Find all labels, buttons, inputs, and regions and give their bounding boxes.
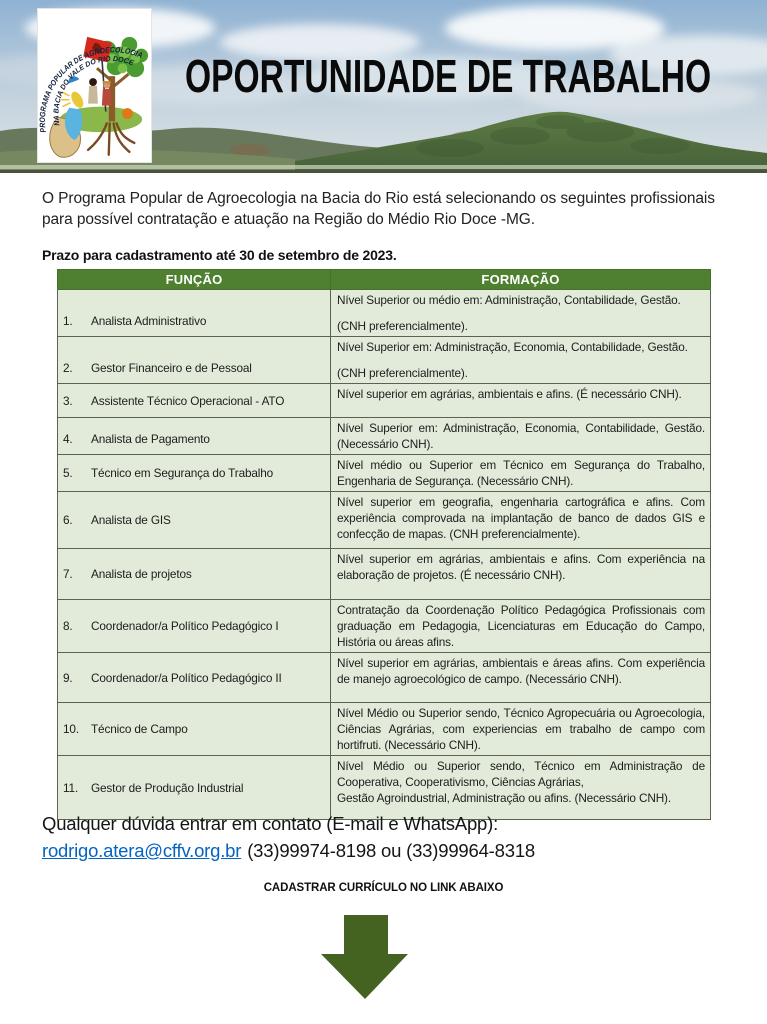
formacao-paragraph: Contratação da Coordenação Político Pedagógica Profissionais com graduação em Pedagogia, Licenciaturas em Educação do Campo, História ou áreas afins. [337,603,705,649]
job-number: 11. [63,780,79,795]
program-logo [37,8,152,163]
job-number: 9. [63,670,73,685]
job-title: Analista de Pagamento [91,432,210,446]
formacao-paragraph: Nível superior em geografia, engenharia cartográfica e afins. Com experiência comprovada na implantação de banco de dados GIS e confecção de mapas. (CNH preferencialmente). [337,495,705,541]
job-number: 10. [63,722,79,736]
funcao-cell [58,337,331,384]
logo-arc-text-outer: PROGRAMA POPULAR DE AGROECOLOGIA [38,45,145,134]
job-number: 4. [63,432,73,446]
intro-paragraph: O Programa Popular de Agroecologia na Bacia do Rio está selecionando os seguintes profissionais para possível contratação e atuação na Região do Médio Rio Doce -MG. [42,190,715,228]
funcao-cell [58,418,331,455]
table-row [58,337,711,384]
deadline-text: Prazo para cadastramento até 30 de setembro de 2023. [42,247,397,263]
funcao-cell [58,384,331,418]
formacao-paragraph: (CNH preferencialmente). [337,366,468,380]
job-title: Coordenador/a Político Pedagógico I [91,619,279,633]
table-header-row [58,270,711,290]
job-title: Analista de GIS [91,513,171,527]
contact-line: Qualquer dúvida entrar em contato (E-mail e WhatsApp): [42,813,499,834]
formacao-paragraph: Nível Médio ou Superior sendo, Técnico Agropecuária ou Agroecologia, Ciências Agrárias, com experiencias em trabalho de campo com hortifruti. (Necessário CNH). [337,706,705,752]
job-number: 6. [63,513,73,527]
funcao-cell [58,455,331,492]
job-title: Analista Administrativo [91,314,207,328]
column-header-formacao: FORMAÇÃO [331,270,711,290]
formacao-paragraph: Nível Superior em: Administração, Economia, Contabilidade, Gestão. [337,340,688,354]
agroecology-logo-illustration [38,9,151,162]
job-number: 8. [63,619,73,633]
funcao-cell [58,549,331,600]
table-row [58,384,711,418]
jobs-table [57,269,711,820]
table-row [58,492,711,549]
table-row [58,600,711,653]
funcao-cell [58,703,331,756]
job-title: Gestor Financeiro e de Pessoal [91,361,252,375]
formacao-paragraph: Nível superior em agrárias, ambientais e áreas afins. Com experiência de manejo agroecológico de campo. (Necessário CNH). [337,656,705,686]
contact-block [42,810,732,864]
arrow-shape [321,915,408,999]
job-title: Coordenador/a Político Pedagógico II [91,670,282,685]
funcao-cell [58,600,331,653]
job-title: Analista de projetos [91,567,192,581]
formacao-cell [331,418,711,455]
formacao-paragraph: Nível Médio ou Superior sendo, Técnico em Administração de Cooperativa, Cooperativismo, Ciências Agrárias, [337,759,705,789]
table-row [58,290,711,337]
job-number: 1. [63,314,73,328]
formacao-gap [337,355,705,365]
formacao-gap [337,308,705,318]
formacao-paragraph: Nível médio ou Superior em Técnico em Segurança do Trabalho, Engenharia de Segurança. (Necessário CNH). [337,458,705,488]
formacao-cell [331,703,711,756]
table-row [58,418,711,455]
job-title: Gestor de Produção Industrial [91,780,244,795]
formacao-cell [331,600,711,653]
cta-text: CADASTRAR CURRÍCULO NO LINK ABAIXO [263,882,504,894]
formacao-cell [331,337,711,384]
formacao-cell [331,549,711,600]
table-row [58,455,711,492]
table-row [58,653,711,703]
logo-arc-text-inner: NA BACIA DO VALE DO RIO DOCE [51,54,136,127]
download-arrow-icon [320,913,408,1001]
job-title: Assistente Técnico Operacional - ATO [91,393,285,408]
job-number: 5. [63,466,73,480]
job-number: 7. [63,567,73,581]
formacao-paragraph: Gestão Agroindustrial, Administração ou afins. (Necessário CNH). [337,791,671,805]
contact-details [42,837,732,864]
formacao-cell [331,384,711,418]
job-title: Técnico em Segurança do Trabalho [91,466,274,480]
formacao-paragraph: (CNH preferencialmente). [337,319,468,333]
formacao-cell [331,653,711,703]
banner-photo [0,0,767,173]
table-row [58,549,711,600]
formacao-paragraph: Nível superior em agrárias, ambientais e afins. (É necessário CNH). [337,387,682,401]
job-number: 3. [63,393,73,408]
formacao-cell [331,455,711,492]
formacao-paragraph: Nível superior em agrárias, ambientais e afins. Com experiência na elaboração de projetos. (É necessário CNH). [337,552,705,582]
phone-numbers: (33)99974-8198 ou (33)99964-8318 [247,840,535,861]
table-body [58,290,711,820]
formacao-paragraph: Nível Superior ou médio em: Administração, Contabilidade, Gestão. [337,293,681,307]
table-row [58,703,711,756]
job-number: 2. [63,361,73,375]
job-title: Técnico de Campo [91,722,188,736]
funcao-cell [58,290,331,337]
formacao-cell [331,492,711,549]
formacao-cell [331,290,711,337]
column-header-funcao: FUNÇÃO [58,270,331,290]
funcao-cell [58,492,331,549]
funcao-cell [58,653,331,703]
formacao-paragraph: Nível Superior em: Administração, Economia, Contabilidade, Gestão. (Necessário CNH). [337,421,705,451]
email-link[interactable]: rodrigo.atera@cffv.org.br [42,840,242,861]
page-title: OPORTUNIDADE DE TRABALHO [185,50,712,102]
